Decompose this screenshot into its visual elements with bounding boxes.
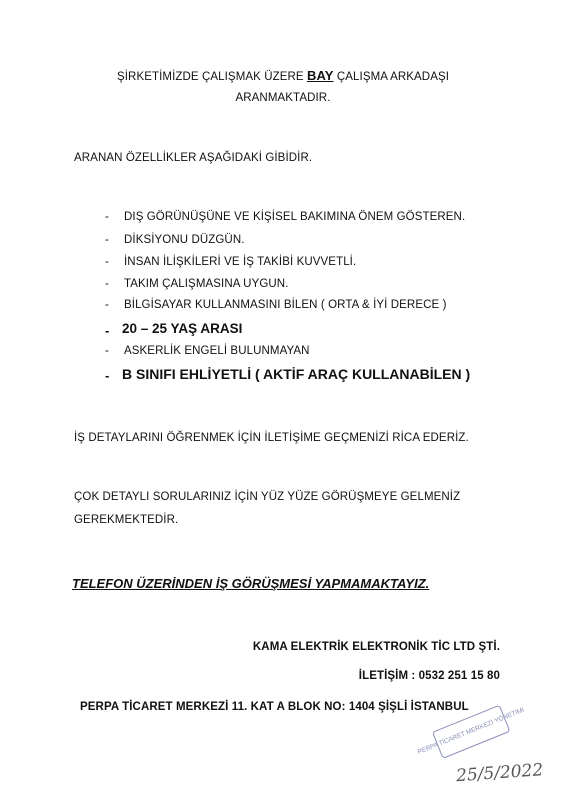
heading-line-2: ARANMAKTADIR.	[235, 92, 331, 104]
list-bullet: -	[105, 278, 109, 290]
list-bullet: -	[105, 299, 109, 311]
requirement-item: TAKIM ÇALIŞMASINA UYGUN.	[124, 278, 289, 290]
requirement-item: BİLGİSAYAR KULLANMASINI BİLEN ( ORTA & İYİ DERECE )	[124, 299, 447, 311]
handwritten-date-text: 25/5/2022	[455, 760, 544, 787]
requirement-item: DIŞ GÖRÜNÜŞÜNE VE KİŞİSEL BAKIMINA ÖNEM GÖSTEREN.	[124, 211, 466, 223]
heading-gender-bold: BAY	[307, 68, 334, 83]
company-name: KAMA ELEKTRİK ELEKTRONİK TİC LTD ŞTİ.	[252, 641, 500, 653]
requirement-item: İNSAN İLİŞKİLERİ VE İŞ TAKİBİ KUVVETLİ.	[124, 256, 357, 268]
requirement-item: DİKSİYONU DÜZGÜN.	[124, 234, 245, 246]
heading-text-pre: ŞİRKETİMİZDE ÇALIŞMAK ÜZERE	[116, 71, 307, 83]
questions-line-1: ÇOK DETAYLI SORULARINIZ İÇİN YÜZ YÜZE GÖRÜŞMEYE GELMENİZ	[74, 491, 461, 503]
stamp-label: PERPA TİCARET MERKEZİ YÖNETİMİ	[416, 706, 526, 756]
list-bullet: -	[105, 345, 109, 357]
list-bullet: -	[105, 234, 109, 246]
handwritten-date	[452, 756, 552, 788]
company-address: PERPA TİCARET MERKEZİ 11. KAT A BLOK NO: 1404 ŞİŞLİ İSTANBUL	[80, 701, 469, 713]
company-contact: İLETİŞİM : 0532 251 15 80	[358, 670, 500, 682]
requirement-item-age: 20 – 25 YAŞ ARASI	[122, 321, 243, 336]
heading-line-1	[0, 68, 566, 83]
requirement-item: ASKERLİK ENGELİ BULUNMAYAN	[124, 345, 310, 357]
questions-line-2: GEREKMEKTEDİR.	[74, 514, 179, 526]
heading-text-post: ÇALIŞMA ARKADAŞI	[333, 71, 450, 83]
list-bullet: -	[105, 211, 109, 223]
requirement-item-license: B SINIFI EHLİYETLİ ( AKTİF ARAÇ KULLANABİLEN )	[122, 366, 471, 382]
details-paragraph: İŞ DETAYLARINI ÖĞRENMEK İÇİN İLETİŞİME GEÇMENİZİ RİCA EDERİZ.	[74, 432, 469, 444]
requirements-intro: ARANAN ÖZELLİKLER AŞAĞIDAKİ GİBİDİR.	[74, 152, 313, 164]
stamp-mark	[416, 706, 526, 756]
list-bullet: -	[105, 323, 110, 338]
phone-notice: TELEFON ÜZERİNDEN İŞ GÖRÜŞMESİ YAPMAMAKTAYIZ.	[72, 576, 430, 591]
list-bullet: -	[105, 368, 110, 383]
list-bullet: -	[105, 256, 109, 268]
